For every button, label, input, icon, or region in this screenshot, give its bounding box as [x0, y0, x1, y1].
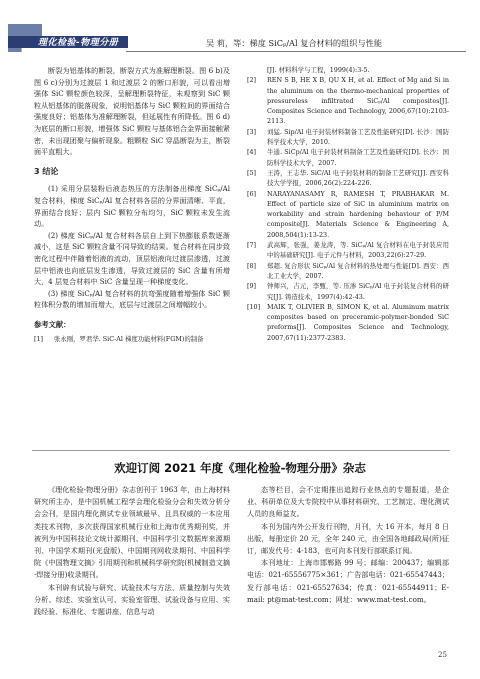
reference-number: [4]	[247, 148, 257, 157]
references-heading: 参考文献：	[34, 319, 71, 329]
announcement-left-column	[34, 484, 230, 618]
reference-item	[247, 240, 449, 261]
announcement-title: 欢迎订阅 2021 年度《理化检验-物理分册》杂志	[114, 461, 366, 475]
announcement-right-column	[247, 484, 449, 606]
reference-item	[247, 147, 449, 168]
reference-item	[247, 65, 449, 75]
section-divider	[32, 450, 450, 451]
reference-number: [1]	[34, 335, 44, 344]
conclusion-paragraph: (2) 梯度 SiCₚ/Al 复合材料各层自上到下热膨胀系数逐渐减小，这是 SiC 颗粒含量不同导致的结果。复合材料在同步致密化过程中伴随着铝液的流动，顶层铝液向过渡层渗透，过渡层中铝液也向底层发生渗透，导致过渡层的 SiC 含量有所增大，4 层复合材料中 SiC 含量呈现一种梯度变化。	[34, 230, 230, 287]
reference-text: 刘猛. Sip/Al 电子封装材料制备工艺及性能研究[D]. 长沙：国防科学技术大学，2010.	[267, 127, 449, 147]
reference-text: 王涛，王志华. SiC/Al 电子封装材料的制备工艺研究[J]. 西安科技大学学报，2006,26(2):224-226.	[267, 168, 449, 188]
reference-number: [9]	[247, 282, 257, 291]
journal-logo	[8, 24, 126, 52]
reference-text: [J]. 材料科学与工程，1999(4):3-5.	[267, 66, 370, 74]
section-title: 3 结论	[34, 166, 59, 176]
reference-text: MAIK T, OLIVIER B, SIMON K, et al. Aluminum matrix composites based on preceramic-polymer-bonded SiC preforms[J]. Composites Science and Technology, 2007,67(11):2377-2383.	[267, 302, 449, 342]
reference-text: 郑超. 复合形状 SiCₚ/Al 复合材料的热处理与性能[D]. 西安：西北工业大学，2007.	[267, 261, 449, 280]
reference-text: 钟师兴，吉元，李甄，等. 压渗 SiCₚ/Al 电子封装复合材料的研究[J]. 铸造技术，1997(4):42-43.	[267, 282, 449, 301]
reference-text: 武高辉，张强，姜龙涛，等. SiCₚ/Al 复合材料在电子封装应用中的基础研究[J]. 电子元件与材料，2003,22(6):27-29.	[267, 241, 449, 260]
announcement-paragraph: 态等栏目，会不定期推出追踪行业热点的专题报道，是企业、科研单位及大专院校中从事材料研究、工艺制定、理化测试人员的良师益友。	[247, 485, 449, 519]
reference-number: [6]	[247, 189, 257, 198]
conclusion-paragraph: (1) 采用分层装粉后液态热压的方法制备出梯度 SiCₚ/Al 复合材料，梯度 SiCₚ/Al 复合材料各层的分界面清晰、平直，界面结合良好；层内 SiC 颗粒分布均匀，SiC 颗粒未发生流动。	[34, 184, 230, 229]
left-column	[34, 65, 230, 345]
running-header: 吴 莉，等：梯度 SiCₚ/Al 复合材料的组织与性能	[206, 38, 383, 48]
reference-item	[247, 75, 449, 126]
reference-item	[247, 302, 449, 343]
announcement-paragraph: 本刊为国内外公开发行刊物，月刊，大 16 开本，每月 8 日出版，每册定价 20 元，全年 240 元，由全国各地邮政局(所)征订，邮发代号：4-183，也可向本刊发行部联系订阅。	[247, 521, 449, 556]
reference-text: 牛通. SiCp/Al 电子封装材料制备工艺及性能研究[D]. 长沙：国防科学技术大学，2007.	[267, 148, 449, 167]
reference-text: REN S B, HE X B, QU X H, et al. Effect of Mg and Si in the aluminum on the thermo-mechanical properties of pressureless infiltrated SiCₚ/Al composites[J]. Composites Science and Technology, 2006,67(10):2103-2113.	[267, 76, 449, 126]
reference-item	[34, 334, 230, 344]
page-number: 25	[438, 651, 447, 659]
reference-number: [5]	[247, 168, 257, 177]
right-column	[247, 65, 449, 343]
header-rule	[126, 51, 466, 52]
reference-item	[247, 168, 449, 189]
reference-text: NARAYANASAMY R, RAMESH T, PRABHAKAR M. Effect of particle size of SiC in aluminium matrix on workability and strain hardening behaviour of P/M composite[J]. Materials Science & Engineering A, 2008,504(1):13-23.	[267, 189, 449, 239]
reference-number: [7]	[247, 241, 257, 250]
announcement-paragraph: 本刊地址：上海市邯郸路 99 号；邮编：200437；编辑部电话：021-65556775×361；广告部电话：021-65547443；发行部电话：021-65527634；传真：021-65544911；E-mail: pt@mat-test.com；网址：www.mat-test.com。	[247, 558, 449, 604]
conclusion-paragraph: (3) 梯度 SiCₚ/Al 复合材料的抗弯强度随着增强体 SiC 颗粒体积分数的增加而增大，底层与过渡层之间增幅较小。	[34, 288, 230, 310]
reference-item	[247, 189, 449, 240]
reference-item	[247, 261, 449, 282]
journal-brand: 理化检验-物理分册	[38, 38, 119, 48]
reference-number: [2]	[247, 76, 257, 85]
reference-number: [10]	[247, 302, 261, 311]
reference-number: [3]	[247, 127, 257, 136]
reference-item	[247, 281, 449, 302]
reference-number: [8]	[247, 261, 257, 270]
reference-text: 张永刚，罗君华. SiC-Al 梯度功能材料(FGM)的制备	[54, 335, 204, 344]
reference-item	[247, 127, 449, 148]
announcement-paragraph: 《理化检验-物理分册》杂志创刊于 1963 年，由上海材料研究所主办，是中国机械工程学会理化检验分会和失效分析分会会刊，是国内理化测试专业领域最早、且具权威的一本应用类技术刊物，多次获得国家机械行业和上海市优秀期刊奖，并被列为中国科技论文统计源期刊、中国科学引文数据库来源期刊、中国学术期刊(光盘版)、中国期刊网收录期刊、中国科学院《中国物理文摘》引用期刊和机械科学研究院(机械制造文摘·焊接分册)收录期刊。	[34, 485, 230, 580]
body-paragraph: 断裂为铝基体的断裂，断裂方式为准解理断裂。图 6 b)及图 6 c)分别为过渡层 1 和过渡层 2 的断口形貌，可以看出增强体 SiC 颗粒颜色较深，呈解理断裂特征，未观察到 SiC 颗粒从铝基体的脱落现象，说明铝基体与 SiC 颗粒间的界面结合强度良好；铝基体为准解理断裂，但延展性有所降低。图 6 d)为底层的断口形貌，增强体 SiC 颗粒与基体铝合金界面接触紧密，未出现团聚与偏析现象。粗颗粒 SiC 穿晶断裂为主，断裂面平直粗大。	[34, 66, 230, 157]
announcement-paragraph: 本刊辟有试验与研究、试验技术与方法、质量控制与失效分析、综述、实验室认可、实验室管理、试验设备与应用、实践经验、标准化、专题讲座、信息与动	[34, 582, 230, 617]
